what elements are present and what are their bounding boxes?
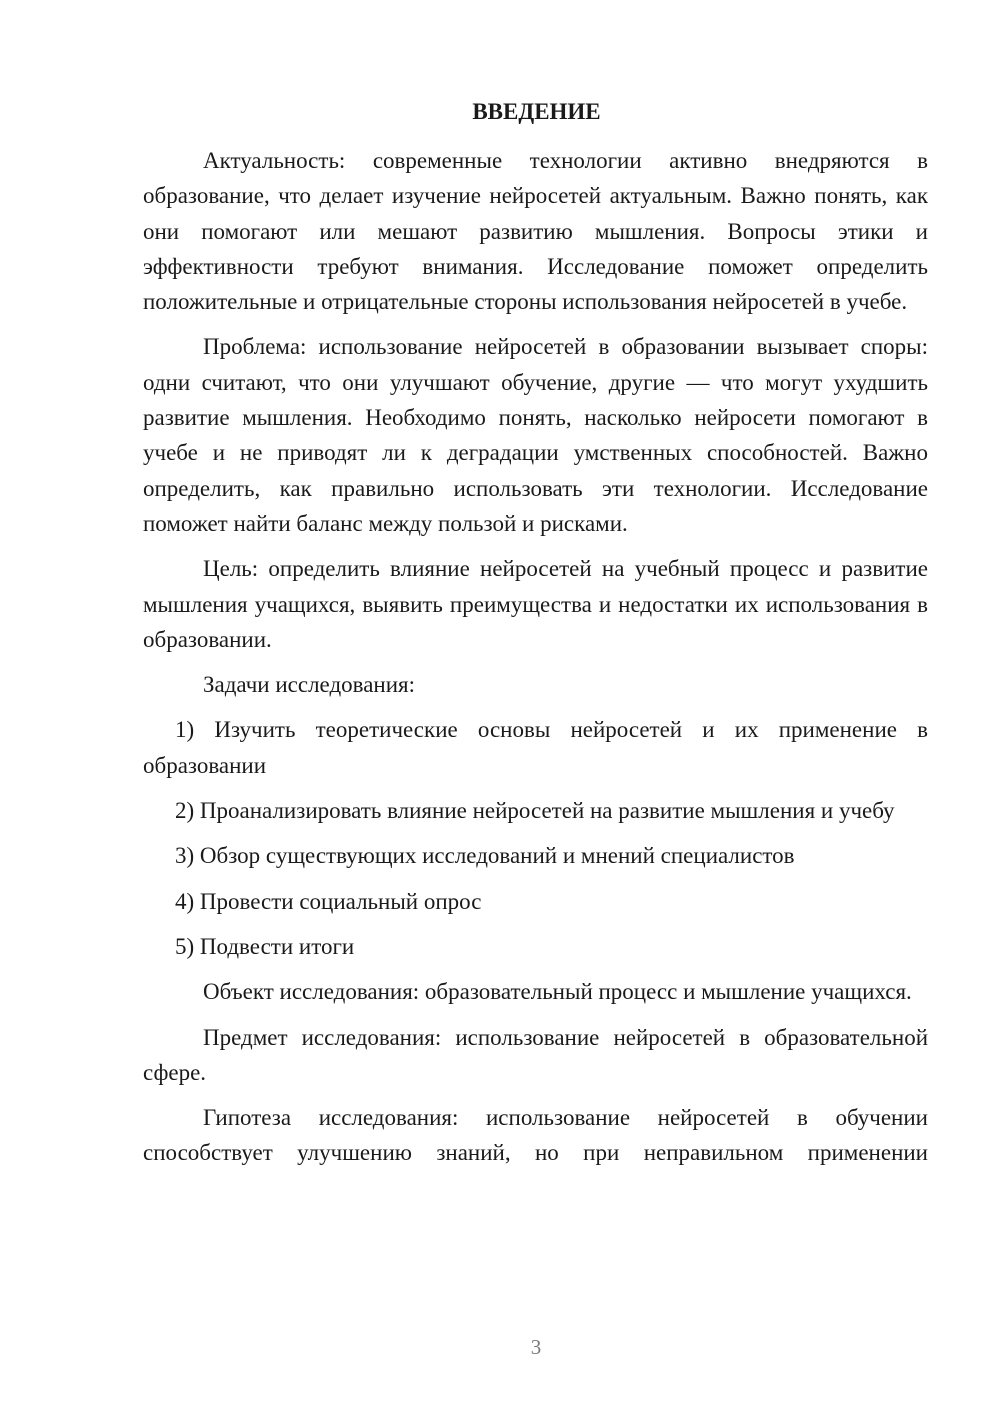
task-item-1: 1) Изучить теоретические основы нейросетей и их применение в образовании: [143, 717, 928, 778]
subject-paragraph: Предмет исследования: использование нейросетей в образовательной сфере.: [143, 1024, 928, 1085]
task-item-5: 5) Подвести итоги: [175, 933, 355, 959]
task-item-2: 2) Проанализировать влияние нейросетей на развитие мышления и учебу: [175, 798, 895, 824]
object-paragraph: Объект исследования: образовательный процесс и мышление учащихся.: [203, 979, 912, 1005]
document-body: [143, 94, 928, 1181]
tasks-heading: Задачи исследования:: [203, 672, 416, 698]
goal-paragraph: Цель: определить влияние нейросетей на учебный процесс и развитие мышления учащихся, выявить преимущества и недостатки их использования в образовании.: [143, 556, 928, 652]
relevance-paragraph: Актуальность: современные технологии активно внедряются в образование, что делает изучение нейросетей актуальным. Важно понять, как они помогают или мешают развитию мышления. Вопросы этики и эффективности требуют внимания. Исследование поможет определить положительные и отрицательные стороны использования нейросетей в учебе.: [143, 148, 928, 315]
task-item-4: 4) Провести социальный опрос: [175, 888, 482, 914]
page-number: 3: [530, 1335, 542, 1359]
task-item-3: 3) Обзор существующих исследований и мнений специалистов: [175, 843, 795, 869]
problem-paragraph: Проблема: использование нейросетей в образовании вызывает споры: одни считают, что они улучшают обучение, другие — что могут ухудшить развитие мышления. Необходимо понять, насколько нейросети помогают в учебе и не приводят ли к деградации умственных способностей. Важно определить, как правильно использовать эти технологии. Исследование поможет найти баланс между пользой и рисками.: [143, 334, 928, 536]
hypothesis-paragraph: Гипотеза исследования: использование нейросетей в обучении способствует улучшению знаний, но при неправильном применении: [143, 1105, 928, 1166]
page-title: ВВЕДЕНИЕ: [472, 99, 601, 124]
